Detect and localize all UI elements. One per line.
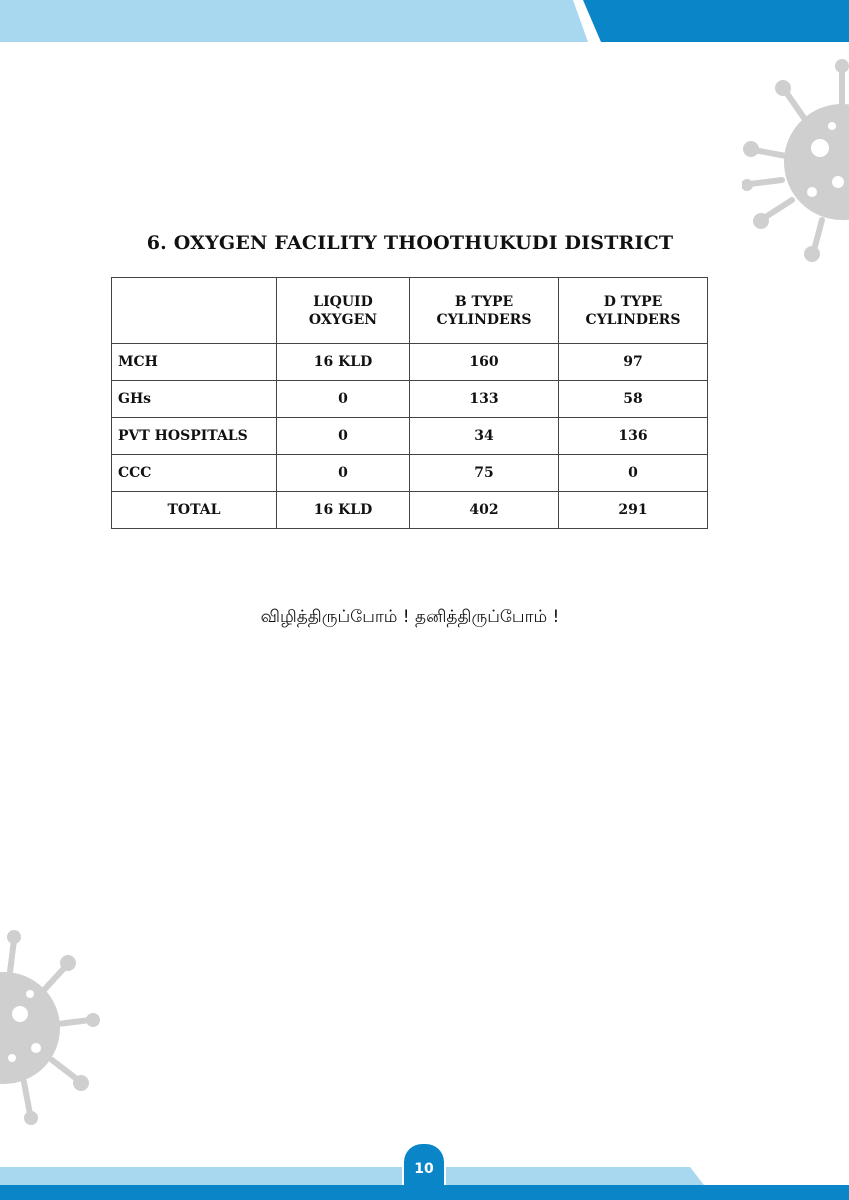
oxygen-facility-table <box>111 277 708 529</box>
row-label: CCC <box>112 455 277 492</box>
cell-b-type: 34 <box>410 418 559 455</box>
header-liquid-oxygen <box>277 278 410 344</box>
virus-icon <box>742 52 849 262</box>
table-header-row <box>112 278 708 344</box>
total-liquid-oxygen: 16 KLD <box>277 492 410 529</box>
cell-d-type: 97 <box>559 344 708 381</box>
header-liquid-oxygen-line1: LIQUID <box>313 293 373 310</box>
total-label: TOTAL <box>112 492 277 529</box>
tamil-slogan: விழித்திருப்போம் ! தனித்திருப்போம் ! <box>260 607 560 627</box>
header-b-type-line1: B TYPE <box>454 293 514 310</box>
cell-liquid-oxygen: 0 <box>277 381 410 418</box>
header-d-type-line2: CYLINDERS <box>585 311 681 328</box>
cell-b-type: 75 <box>410 455 559 492</box>
cell-liquid-oxygen: 0 <box>277 455 410 492</box>
table-row <box>112 418 708 455</box>
header-d-type-line1: D TYPE <box>603 293 663 310</box>
header-b-type-line2: CYLINDERS <box>436 311 532 328</box>
total-b-type: 402 <box>410 492 559 529</box>
table-row <box>112 344 708 381</box>
page-title: 6. OXYGEN FACILITY THOOTHUKUDI DISTRICT <box>146 232 674 254</box>
row-label: GHs <box>112 381 277 418</box>
header-liquid-oxygen-line2: OXYGEN <box>308 311 378 328</box>
table-row <box>112 455 708 492</box>
cell-d-type: 58 <box>559 381 708 418</box>
cell-d-type: 136 <box>559 418 708 455</box>
top-banner <box>0 0 849 42</box>
virus-icon <box>0 928 100 1128</box>
header-corner <box>112 278 277 344</box>
cell-b-type: 160 <box>410 344 559 381</box>
header-b-type-cylinders <box>410 278 559 344</box>
total-d-type: 291 <box>559 492 708 529</box>
cell-liquid-oxygen: 16 KLD <box>277 344 410 381</box>
row-label: PVT HOSPITALS <box>112 418 277 455</box>
cell-d-type: 0 <box>559 455 708 492</box>
table-row <box>112 381 708 418</box>
cell-liquid-oxygen: 0 <box>277 418 410 455</box>
cell-b-type: 133 <box>410 381 559 418</box>
page-number: 10 <box>414 1161 434 1177</box>
header-d-type-cylinders <box>559 278 708 344</box>
table-total-row <box>112 492 708 529</box>
row-label: MCH <box>112 344 277 381</box>
